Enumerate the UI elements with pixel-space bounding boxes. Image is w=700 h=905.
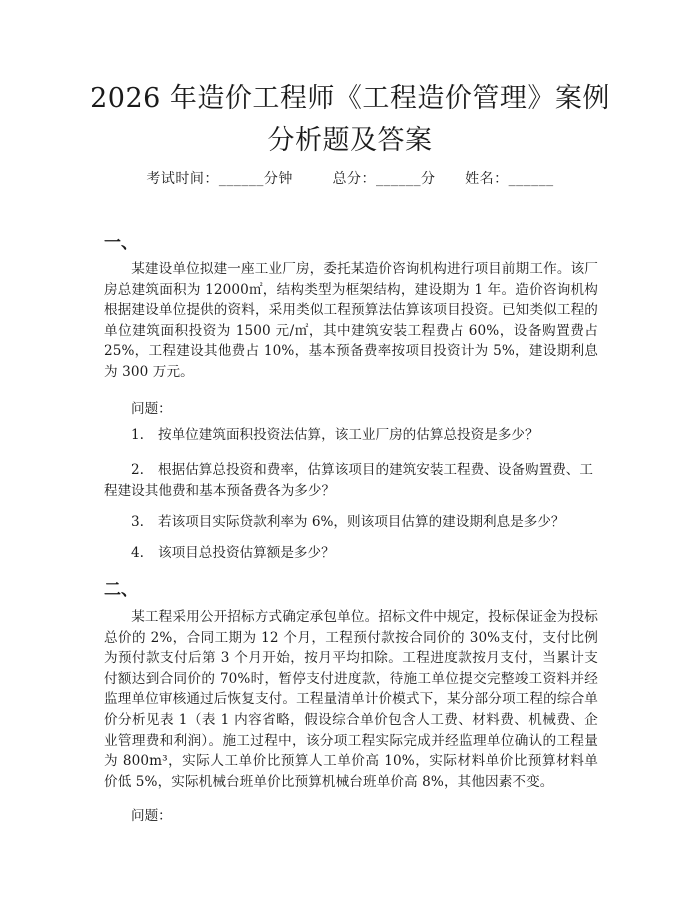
section-1-questions-label: 问题： — [131, 401, 172, 417]
question-text: 该项目总投资估算额是多少？ — [158, 545, 335, 561]
page-title: 2026 年造价工程师《工程造价管理》案例分析题及答案 — [90, 83, 610, 156]
section-heading-2: 二、 — [104, 580, 138, 600]
question-number: 4. — [131, 545, 144, 561]
exam-time-blank: ______ — [218, 171, 264, 187]
name-blank: ______ — [508, 171, 554, 187]
exam-time-unit: 分钟 — [263, 171, 293, 187]
question-text: 根据估算总投资和费率，估算该项目的建筑安装工程费、设备购置费、工程建设其他费和基本预备费各为多少？ — [104, 462, 593, 499]
total-score-blank: ______ — [375, 171, 421, 187]
question-number: 1. — [131, 427, 144, 443]
question-1-1 — [104, 425, 598, 446]
name-label: 姓名： — [465, 171, 509, 187]
section-heading-1: 一、 — [104, 233, 138, 253]
section-1-paragraph: 某建设单位拟建一座工业厂房，委托某造价咨询机构进行项目前期工作。该厂房总建筑面积为 12000㎡，结构类型为框架结构，建设期为 1 年。造价咨询机构根据建设单位提供的资料，采用类似工程预算法估算该项目投资。已知类似工程的单位建筑面积投资为 1500 元/㎡，其中建筑安装工程费占 60%，设备购置费占 25%，工程建设其他费占 10%，基本预备费率按项目投资计为 5%，建设期利息为 300 万元。 — [104, 261, 598, 380]
question-1-2 — [104, 460, 598, 501]
exam-info-line — [0, 168, 700, 188]
question-text: 若该项目实际贷款利率为 6%，则该项目估算的建设期利息是多少？ — [158, 514, 565, 530]
question-text: 按单位建筑面积投资法估算，该工业厂房的估算总投资是多少？ — [158, 427, 539, 443]
question-1-3 — [104, 512, 598, 533]
question-number: 3. — [131, 514, 144, 530]
question-number: 2. — [131, 462, 144, 478]
question-1-4 — [104, 543, 598, 564]
exam-time-label: 考试时间： — [146, 171, 219, 187]
section-2-paragraph: 某工程采用公开招标方式确定承包单位。招标文件中规定，投标保证金为投标总价的 2%，合同工期为 12 个月，工程预付款按合同价的 30%支付，支付比例为预付款支付后第 3 个月开始，按月平均扣除。工程进度款按月支付，当累计支付额达到合同价的 70%时，暂停支付进度款，待施工单位提交完整竣工资料并经监理单位审核通过后恢复支付。工程量清单计价模式下，某分部分项工程的综合单价分析见表 1（表 1 内容省略，假设综合单价包含人工费、材料费、机械费、企业管理费和利润）。施工过程中，该分项工程实际完成并经监理单位确认的工程量为 800m³，实际人工单价比预算人工单价高 10%，实际材料单价比预算材料单价低 5%，实际机械台班单价比预算机械台班单价高 8%，其他因素不变。 — [104, 609, 598, 790]
total-score-label: 总分： — [332, 171, 376, 187]
total-score-unit: 分 — [420, 171, 436, 187]
section-2-questions-label: 问题： — [131, 808, 172, 824]
